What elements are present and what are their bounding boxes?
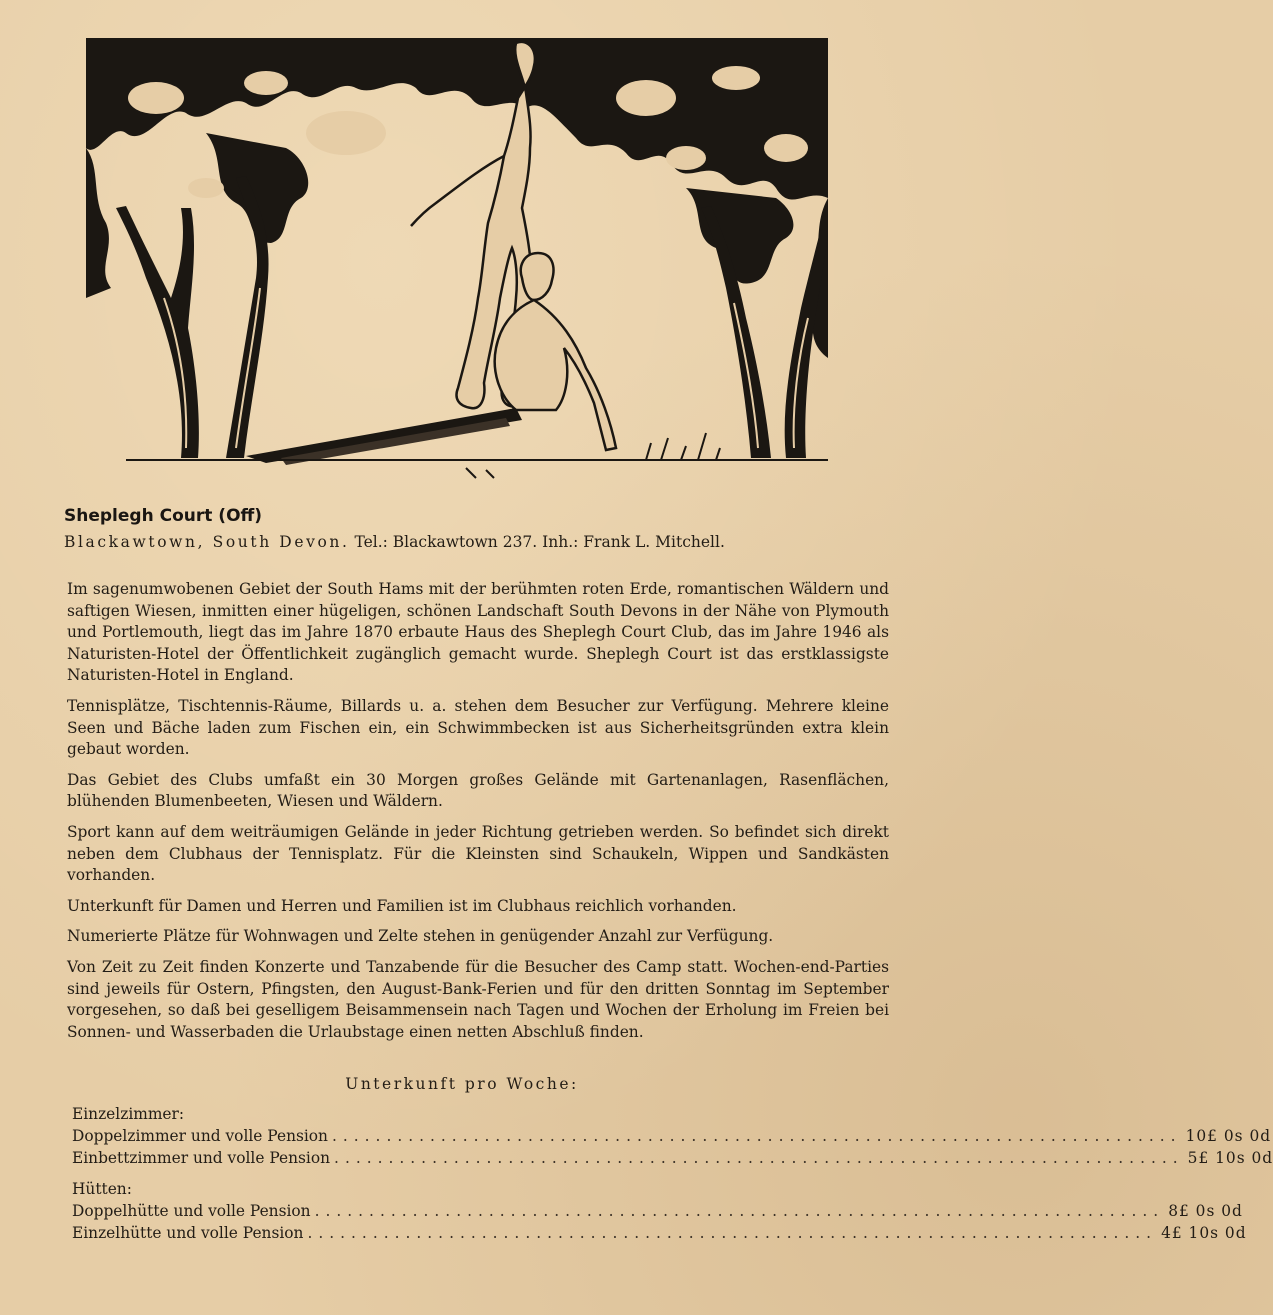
hotel-address [64, 533, 725, 551]
dot-leader: .............................................................................. [331, 1127, 1182, 1145]
address-location: Blackawtown, South Devon. [64, 533, 350, 551]
rate-label: Doppelhütte und volle Pension [72, 1202, 311, 1220]
rate-row [72, 1125, 1272, 1147]
description-body [67, 579, 889, 1052]
rate-price: 8£ 0s 0d [1168, 1202, 1243, 1220]
rate-price: 5£ 10s 0d [1187, 1149, 1273, 1167]
paragraph: Von Zeit zu Zeit finden Konzerte und Tanzabende für die Besucher des Camp statt. Wochen-end-Parties sind jeweils für Ostern, Pfingsten, den August-Bank-Ferien und für den dritten Sonntag im September vorgesehen, so daß bei geselligem Beisammensein nach Tagen und Wochen der Erholung im Freien bei Sonnen- und Wasserbaden die Urlaubstage einen netten Abschluß finden. [67, 957, 889, 1041]
paragraph: Unterkunft für Damen und Herren und Familien ist im Clubhaus reichlich vorhanden. [67, 896, 737, 915]
rate-row [72, 1222, 1247, 1244]
rate-price: 4£ 10s 0d [1161, 1224, 1247, 1242]
rates-heading: Unterkunft pro Woche: [345, 1075, 579, 1093]
dot-leader: .............................................................................. [307, 1224, 1158, 1242]
rate-group-rooms [72, 1104, 1273, 1169]
rate-label: Doppelzimmer und volle Pension [72, 1127, 328, 1145]
rate-price: 10£ 0s 0d [1185, 1127, 1272, 1145]
paragraph: Numerierte Plätze für Wohnwagen und Zelte stehen in genügender Anzahl zur Verfügung. [67, 927, 774, 946]
paragraph: Das Gebiet des Clubs umfaßt ein 30 Morgen großes Gelände mit Gartenanlagen, Rasenflächen, blühenden Blumenbeeten, Wiesen und Wäldern. [67, 770, 889, 811]
rate-group-label: Hütten: [72, 1180, 132, 1198]
hotel-title [64, 506, 262, 526]
rate-row [72, 1200, 1243, 1222]
rates-table [72, 1104, 1273, 1254]
paragraph: Sport kann auf dem weiträumigen Gelände in jeder Richtung getrieben werden. So befindet sich direkt neben dem Clubhaus der Tennisplatz. Für die Kleinsten sind Schaukeln, Wippen und Sandkästen vorhanden. [67, 822, 889, 885]
woodcut-illustration [86, 38, 828, 478]
rate-group-huts [72, 1179, 1247, 1244]
dot-leader: .............................................................................. [334, 1149, 1184, 1167]
dot-leader: .............................................................................. [314, 1202, 1165, 1220]
hotel-name: Sheplegh Court [64, 506, 213, 526]
rate-label: Einbettzimmer und volle Pension [72, 1149, 331, 1167]
rate-row [72, 1147, 1273, 1169]
rate-label: Einzelhütte und volle Pension [72, 1224, 304, 1242]
paragraph: Tennisplätze, Tischtennis-Räume, Billards u. a. stehen dem Besucher zur Verfügung. Mehrere kleine Seen und Bäche laden zum Fischen ein, ein Schwimmbecken ist aus Sicherheitsgründen extra klein gebaut worden. [67, 696, 889, 759]
address-contact: Tel.: Blackawtown 237. Inh.: Frank L. Mitchell. [354, 533, 725, 551]
paragraph: Im sagenumwobenen Gebiet der South Hams mit der berühmten roten Erde, romantischen Wäldern und saftigen Wiesen, inmitten einer hügeligen, schönen Landschaft South Devons in der Nähe von Plymouth und Portlemouth, liegt das im Jahre 1870 erbaute Haus des Sheplegh Court Club, das im Jahre 1946 als Naturisten-Hotel der Öffentlichkeit zugänglich gemacht wurde. Sheplegh Court ist das erstklassigste Naturisten-Hotel in England. [67, 580, 889, 685]
hotel-name-suffix: (Off) [218, 506, 263, 526]
rate-group-label: Einzelzimmer: [72, 1105, 185, 1123]
